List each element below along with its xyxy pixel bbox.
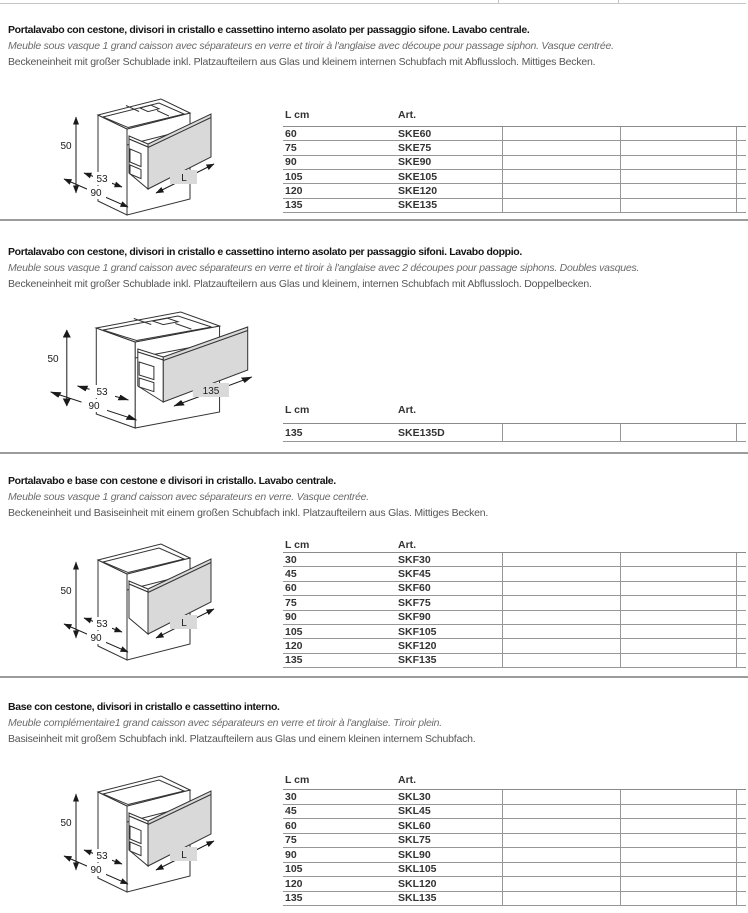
table-row — [283, 424, 746, 442]
article-table-1 — [283, 106, 746, 213]
cell-length: 135 — [285, 199, 303, 212]
col-header-art: Art. — [398, 109, 417, 121]
table-vline — [736, 127, 737, 213]
table-vline — [736, 424, 737, 442]
cell-article: SKF30 — [398, 553, 431, 566]
table-row — [283, 877, 746, 892]
dim-total-depth-label: 90 — [90, 865, 102, 876]
article-table-2 — [283, 401, 746, 442]
cell-article: SKE60 — [398, 127, 432, 140]
dim-length-label: L — [181, 618, 187, 629]
table-rows — [283, 424, 746, 442]
cell-article: SKL105 — [398, 863, 437, 876]
section4-subtitle-de: Basiseinheit mit großem Schubfach inkl. Platzaufteilern aus Glas und einem kleinen internem Schubfach. — [8, 733, 476, 745]
cell-length: 120 — [285, 640, 303, 653]
dim-depth-label: 53 — [96, 851, 108, 862]
cell-length: 90 — [285, 848, 297, 861]
col-header-art: Art. — [398, 404, 417, 416]
dim-total-depth-label: 90 — [90, 633, 102, 644]
table-row — [283, 582, 746, 596]
table-vline — [502, 553, 503, 668]
cell-length: 45 — [285, 805, 297, 818]
table-vline — [502, 424, 503, 442]
cell-article: SKE135 — [398, 199, 438, 212]
section4-subtitle-fr: Meuble complémentaire1 grand caisson avec séparateurs en verre et tiroir à l'anglaise. Tiroir plein. — [8, 717, 442, 729]
cell-length: 30 — [285, 790, 297, 803]
dim-total-depth-label: 90 — [90, 188, 102, 199]
cell-length: 120 — [285, 184, 303, 197]
page-top-table-stub — [618, 0, 619, 3]
cell-article: SKF75 — [398, 596, 431, 609]
table-row — [283, 654, 746, 668]
table-row — [283, 611, 746, 625]
table-vline — [620, 424, 621, 442]
cell-article: SKF120 — [398, 640, 437, 653]
cabinet-drawing-2 — [40, 306, 296, 434]
table-header — [283, 771, 746, 790]
cell-length: 105 — [285, 625, 303, 638]
table-row — [283, 596, 746, 610]
cell-length: 105 — [285, 863, 303, 876]
dim-height-label: 50 — [47, 354, 59, 365]
table-row — [283, 553, 746, 567]
table-row — [283, 127, 746, 141]
cell-length: 90 — [285, 611, 297, 624]
dim-length-label: L — [181, 850, 187, 861]
cell-article: SKE135D — [398, 426, 445, 439]
cell-length: 30 — [285, 553, 297, 566]
section3-subtitle-de: Beckeneinheit und Basiseinheit mit einem großen Schubfach inkl. Platzaufteilern aus Glas. Mittiges Becken. — [8, 507, 489, 519]
cell-article: SKL60 — [398, 819, 431, 832]
cell-article: SKL45 — [398, 805, 431, 818]
cell-article: SKE75 — [398, 141, 432, 154]
section1-subtitle-fr: Meuble sous vasque 1 grand caisson avec séparateurs en verre et tiroir à l'anglaise avec découpe pour passage siphon. Vasque centrée. — [8, 40, 614, 52]
cell-article: SKE90 — [398, 156, 432, 169]
table-row — [283, 625, 746, 639]
section4-title-it: Base con cestone, divisori in cristallo e cassettino interno. — [8, 701, 280, 713]
table-header — [283, 401, 746, 424]
table-row — [283, 790, 746, 805]
table-rows — [283, 127, 746, 213]
article-table-4 — [283, 771, 746, 906]
cell-length: 60 — [285, 127, 297, 140]
table-row — [283, 199, 746, 213]
cell-article: SKF45 — [398, 568, 431, 581]
table-row — [283, 170, 746, 184]
col-header-art: Art. — [398, 774, 417, 786]
section3-title-it: Portalavabo e base con cestone e divisori in cristallo. Lavabo centrale. — [8, 475, 336, 487]
dim-depth-label: 53 — [96, 174, 108, 185]
dim-height-label: 50 — [60, 818, 72, 829]
table-row — [283, 639, 746, 653]
cell-article: SKE105 — [398, 170, 438, 183]
cell-article: SKL30 — [398, 790, 431, 803]
page-top-table-rule — [0, 3, 746, 4]
cell-article: SKL135 — [398, 892, 437, 905]
cell-length: 60 — [285, 819, 297, 832]
col-header-lcm: L cm — [285, 109, 310, 121]
cell-article: SKL90 — [398, 848, 431, 861]
cabinet-drawing-4 — [56, 770, 246, 898]
table-row — [283, 141, 746, 155]
dim-length-label: L — [181, 173, 187, 184]
section3-subtitle-fr: Meuble sous vasque 1 grand caisson avec séparateurs en verre. Vasque centrée. — [8, 491, 369, 503]
table-vline — [502, 127, 503, 213]
cabinet-drawing-1 — [56, 93, 246, 221]
table-row — [283, 156, 746, 170]
cell-article: SKL75 — [398, 834, 431, 847]
cell-article: SKF90 — [398, 611, 431, 624]
section2-title-it: Portalavabo con cestone, divisori in cristallo e cassettino interno asolato per passaggio sifoni. Lavabo doppio. — [8, 246, 522, 258]
page-top-table-stub — [498, 0, 499, 3]
dim-depth-label: 53 — [96, 619, 108, 630]
col-header-lcm: L cm — [285, 774, 310, 786]
cell-length: 75 — [285, 141, 297, 154]
cabinet-outline — [58, 544, 214, 660]
section2-subtitle-fr: Meuble sous vasque 1 grand caisson avec séparateurs en verre et tiroir à l'anglaise avec 2 découpes pour passage siphons. Doubles vasques. — [8, 262, 640, 274]
table-vline — [620, 790, 621, 906]
section1-title-it: Portalavabo con cestone, divisori in cristallo e cassettino interno asolato per passaggio sifone. Lavabo centrale. — [8, 24, 530, 36]
table-row — [283, 567, 746, 581]
cell-length: 135 — [285, 892, 303, 905]
dim-depth-label: 53 — [96, 387, 108, 398]
section1-subtitle-de: Beckeneinheit mit großer Schublade inkl. Platzaufteilern aus Glas und kleinem internen Schubfach mit Abflussloch. Mittiges Becken. — [8, 56, 596, 68]
col-header-lcm: L cm — [285, 539, 310, 551]
table-vline — [736, 790, 737, 906]
table-vline — [502, 790, 503, 906]
cabinet-drawing-3 — [56, 538, 246, 666]
cell-length: 45 — [285, 568, 297, 581]
section-divider — [0, 676, 748, 678]
article-table-3 — [283, 536, 746, 668]
cell-length: 120 — [285, 877, 303, 890]
cell-length: 135 — [285, 654, 303, 667]
cell-length: 135 — [285, 426, 303, 439]
cell-length: 90 — [285, 156, 297, 169]
table-row — [283, 834, 746, 849]
section-divider — [0, 219, 748, 221]
table-row — [283, 819, 746, 834]
table-vline — [620, 553, 621, 668]
cell-article: SKE120 — [398, 184, 438, 197]
table-rows — [283, 553, 746, 668]
table-row — [283, 848, 746, 863]
dim-total-depth-label: 90 — [88, 401, 100, 412]
cell-article: SKF60 — [398, 582, 431, 595]
table-row — [283, 892, 746, 907]
dim-height-label: 50 — [60, 141, 72, 152]
dim-height-label: 50 — [60, 586, 72, 597]
table-rows — [283, 790, 746, 906]
section-divider — [0, 452, 748, 454]
cell-article: SKF135 — [398, 654, 437, 667]
cell-length: 75 — [285, 834, 297, 847]
section2-subtitle-de: Beckeneinheit mit großer Schublade inkl. Platzaufteilern aus Glas und kleinem, internen Schubfach mit Abflussloch. Doppelbecken. — [8, 278, 592, 290]
table-vline — [620, 127, 621, 213]
cell-article: SKL120 — [398, 877, 437, 890]
table-header — [283, 106, 746, 127]
col-header-art: Art. — [398, 539, 417, 551]
col-header-lcm: L cm — [285, 404, 310, 416]
table-row — [283, 184, 746, 198]
table-row — [283, 863, 746, 878]
table-row — [283, 805, 746, 820]
dim-length-label: 135 — [202, 386, 220, 397]
table-header — [283, 536, 746, 553]
table-vline — [736, 553, 737, 668]
cell-length: 75 — [285, 596, 297, 609]
cell-article: SKF105 — [398, 625, 437, 638]
cell-length: 105 — [285, 170, 303, 183]
cell-length: 60 — [285, 582, 297, 595]
